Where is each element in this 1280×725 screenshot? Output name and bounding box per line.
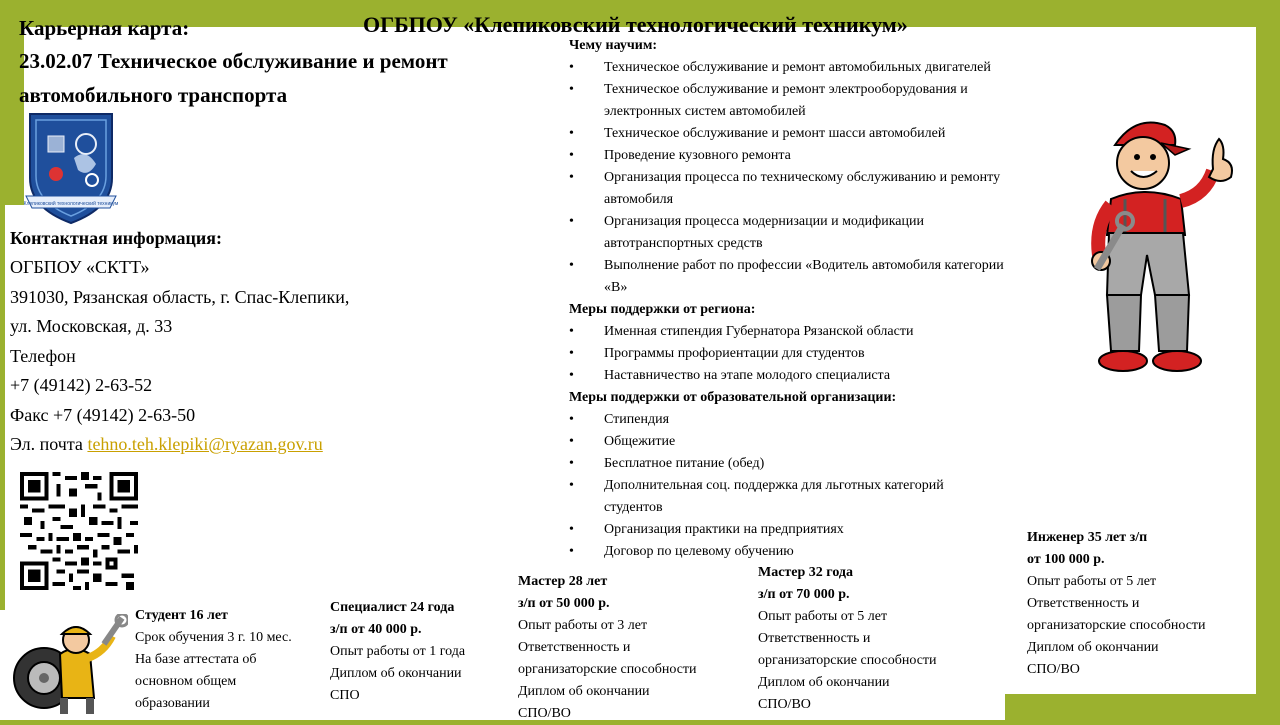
stage-salary: з/п от 40 000 р. — [330, 622, 422, 637]
stage-line: Ответственность и — [518, 640, 631, 655]
mechanic-mascot — [1085, 115, 1245, 375]
college-emblem — [22, 108, 120, 226]
contacts-block — [10, 253, 510, 460]
region-support-list — [569, 321, 1059, 387]
stage-line: Диплом об окончании — [1027, 640, 1159, 655]
stage-line: Опыт работы от 3 лет — [518, 618, 648, 633]
stage-title: Студент 16 лет — [135, 608, 228, 623]
stage-line: организаторские способности — [758, 653, 937, 668]
stage-line: Опыт работы от 5 лет — [758, 609, 888, 624]
org-support-list — [569, 409, 1059, 563]
stage-line: На базе аттестата об — [135, 652, 257, 667]
list-item: • Организация процесса модернизации и модификации автотранспортных средств — [569, 211, 984, 255]
list-item: • Бесплатное питание (обед) — [569, 453, 1059, 475]
list-item: • Общежитие — [569, 431, 1059, 453]
qr-code — [20, 472, 138, 590]
page-title: ОГБПОУ «Клепиковский технологический техникум» — [363, 12, 908, 37]
specialty-line-1: 23.02.07 Техническое обслуживание и ремонт — [19, 49, 448, 73]
stage-specialist — [330, 597, 515, 707]
stage-line: Диплом об окончании — [758, 675, 890, 690]
stage-engineer — [1027, 527, 1257, 681]
contact-line: ул. Московская, д. 33 — [10, 316, 173, 336]
list-item: • Стипендия — [569, 409, 1059, 431]
stage-salary: от 100 000 р. — [1027, 552, 1105, 567]
stage-line: образовании — [135, 696, 210, 711]
list-item: • Дополнительная соц. поддержка для льготных категорий студентов — [569, 475, 1004, 519]
stage-line: Ответственность и — [758, 631, 871, 646]
stage-line: Срок обучения 3 г. 10 мес. — [135, 630, 292, 645]
email-row — [10, 430, 510, 460]
list-item: • Договор по целевому обучению — [569, 541, 1059, 563]
mechanic-with-tire-illustration — [8, 614, 128, 718]
stage-line: СПО/ВО — [1027, 662, 1080, 677]
stage-line: Диплом об окончании — [518, 684, 650, 699]
contacts-title: Контактная информация: — [10, 228, 222, 248]
info-column — [569, 35, 1059, 563]
stage-title: Мастер 28 лет — [518, 574, 608, 589]
stage-line: Диплом об окончании — [330, 666, 462, 681]
stage-salary: з/п от 50 000 р. — [518, 596, 610, 611]
list-item: • Программы профориентации для студентов — [569, 343, 1059, 365]
stage-student — [135, 605, 325, 715]
list-item: • Техническое обслуживание и ремонт электрооборудования и электронных систем автомобилей — [569, 79, 1024, 123]
email-link[interactable]: tehno.teh.klepiki@ryazan.gov.ru — [87, 434, 323, 454]
stage-title: Специалист 24 года — [330, 600, 455, 615]
stage-title: Мастер 32 года — [758, 565, 853, 580]
list-item: • Выполнение работ по профессии «Водитель автомобиля категории «В» — [569, 255, 1004, 299]
list-item: • Проведение кузовного ремонта — [569, 145, 1059, 167]
stage-line: основном общем — [135, 674, 237, 689]
list-item: • Организация практики на предприятиях — [569, 519, 1059, 541]
stage-title: Инженер 35 лет з/п — [1027, 530, 1148, 545]
stage-line: Опыт работы от 1 года — [330, 644, 466, 659]
emblem-ribbon-text: Клепиковский технологический техникум — [23, 201, 119, 207]
learn-title: Чему научим: — [569, 38, 658, 53]
list-item: • Наставничество на этапе молодого специалиста — [569, 365, 1059, 387]
stage-salary: з/п от 70 000 р. — [758, 587, 850, 602]
stage-master-28 — [518, 571, 753, 725]
contact-line: +7 (49142) 2-63-52 — [10, 375, 153, 395]
org-support-title: Меры поддержки от образовательной организации: — [569, 390, 897, 405]
stage-master-32 — [758, 562, 998, 716]
contact-line: Факс +7 (49142) 2-63-50 — [10, 404, 196, 425]
stage-line: организаторские способности — [1027, 618, 1206, 633]
email-label: Эл. почта — [10, 434, 88, 454]
contact-line: Телефон — [10, 345, 76, 366]
stage-line: СПО/ВО — [518, 706, 571, 721]
region-support-title: Меры поддержки от региона: — [569, 302, 756, 317]
contact-line: ОГБПОУ «СКТТ» — [10, 257, 150, 277]
stage-line: СПО/ВО — [758, 697, 811, 712]
career-map-label: Карьерная карта: — [19, 16, 190, 40]
list-item: • Техническое обслуживание и ремонт шасси автомобилей — [569, 123, 1059, 145]
stage-line: СПО — [330, 688, 360, 703]
contact-line: 391030, Рязанская область, г. Спас-Клепики, — [10, 286, 350, 307]
list-item: • Техническое обслуживание и ремонт автомобильных двигателей — [569, 57, 1059, 79]
list-item: • Именная стипендия Губернатора Рязанской области — [569, 321, 1059, 343]
learn-list — [569, 57, 1059, 299]
stage-line: Ответственность и — [1027, 596, 1140, 611]
specialty-line-2: автомобильного транспорта — [19, 83, 288, 107]
stage-line: организаторские способности — [518, 662, 697, 677]
stage-line: Опыт работы от 5 лет — [1027, 574, 1157, 589]
list-item: • Организация процесса по техническому обслуживанию и ремонту автомобиля — [569, 167, 1004, 211]
